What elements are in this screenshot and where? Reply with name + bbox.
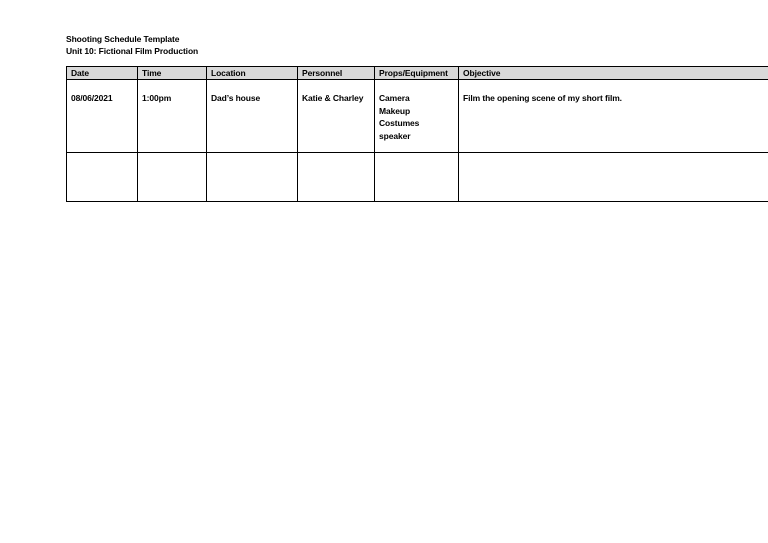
props-item: Camera (379, 93, 410, 103)
document-title: Shooting Schedule Template (66, 34, 180, 44)
time-cell: 1:00pm (138, 80, 207, 153)
props-equipment-cell (375, 80, 459, 153)
personnel-cell (298, 153, 375, 202)
personnel-cell: Katie & Charley (298, 80, 375, 153)
table-row (67, 153, 768, 202)
column-header-objective: Objective (459, 67, 768, 80)
shooting-schedule-table (66, 66, 768, 202)
objective-cell: Film the opening scene of my short film. (459, 80, 768, 153)
column-header-props-equipment: Props/Equipment (375, 67, 459, 80)
column-header-personnel: Personnel (298, 67, 375, 80)
column-header-location: Location (207, 67, 298, 80)
document-subtitle: Unit 10: Fictional Film Production (66, 46, 199, 56)
props-item: Makeup (379, 105, 411, 116)
date-cell: 08/06/2021 (67, 80, 138, 153)
props-equipment-cell (375, 153, 459, 202)
props-item: Costumes (379, 118, 420, 128)
location-cell (207, 153, 298, 202)
props-item: speaker (379, 130, 411, 141)
date-cell (67, 153, 138, 202)
table-row (67, 80, 768, 153)
objective-cell (459, 153, 768, 202)
time-cell (138, 153, 207, 202)
column-header-time: Time (138, 67, 207, 80)
table-header-row (67, 67, 768, 80)
location-cell: Dad’s house (207, 80, 298, 153)
column-header-date: Date (67, 67, 138, 80)
